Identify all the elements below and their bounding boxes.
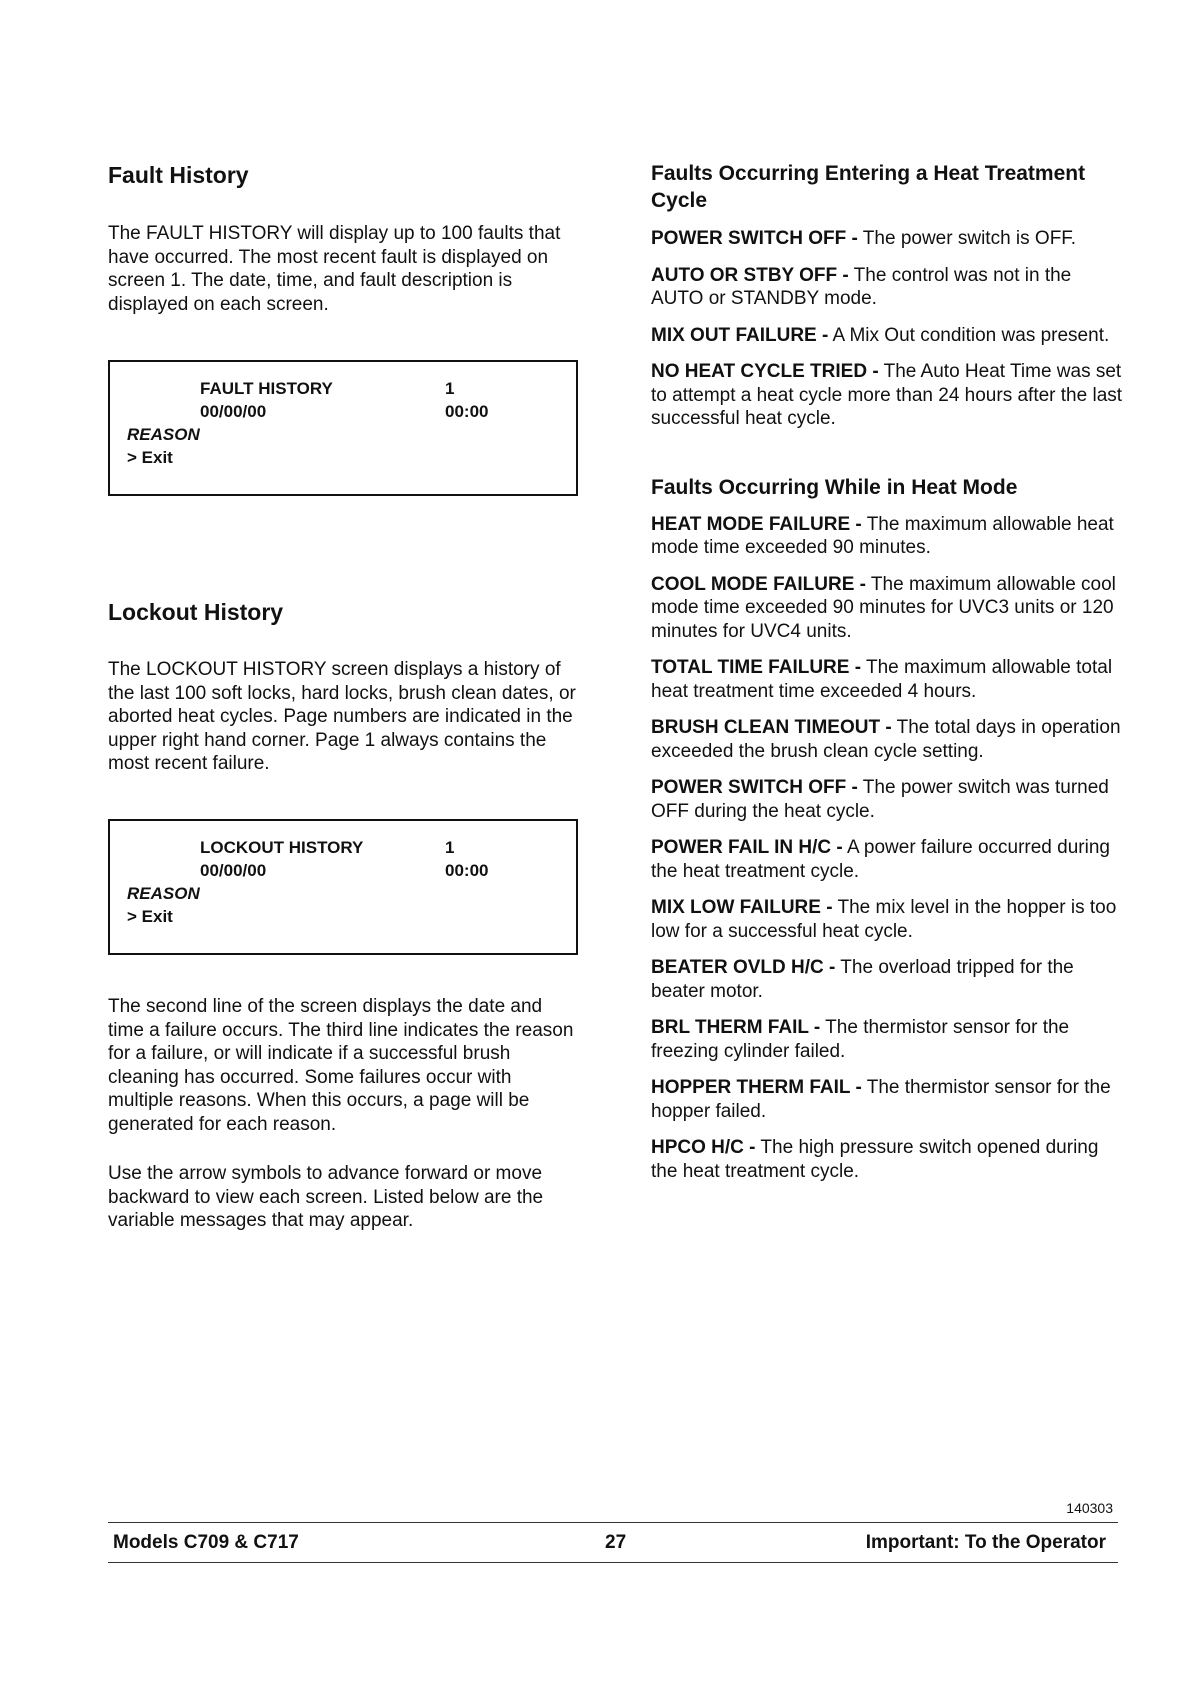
- page-number: 27: [605, 1532, 627, 1553]
- screen-title: LOCKOUT HISTORY: [200, 838, 364, 857]
- right-column: [651, 160, 1127, 1196]
- fault-description: The maximum allowable cool mode time exceeded 90 minutes for UVC3 units or 120 minutes for UVC4 units.: [651, 573, 1116, 642]
- fault-item: [651, 324, 1127, 348]
- screen-time: 00:00: [445, 402, 489, 421]
- fault-description: The power switch is OFF.: [857, 228, 1077, 249]
- screen-date: 00/00/00: [200, 402, 267, 421]
- fault-history-screen: [108, 360, 578, 496]
- screen-page-number: 1: [445, 838, 455, 857]
- fault-item: [651, 896, 1127, 943]
- footer-models: Models C709 & C717: [113, 1532, 299, 1553]
- fault-item: [651, 1076, 1127, 1123]
- fault-description: The high pressure switch opened during the heat treatment cycle.: [651, 1137, 1099, 1182]
- heat-mode-fault-list: [651, 513, 1127, 1184]
- heat-treatment-fault-list: [651, 227, 1127, 431]
- fault-item: [651, 360, 1127, 431]
- heat-mode-faults-heading: Faults Occurring While in Heat Mode: [651, 475, 1018, 499]
- fault-description: The maximum allowable total heat treatment time exceeded 4 hours.: [651, 657, 1113, 702]
- fault-term: POWER SWITCH OFF -: [651, 777, 858, 798]
- fault-description: The thermistor sensor for the freezing cylinder failed.: [651, 1017, 1070, 1062]
- fault-term: HPCO H/C -: [651, 1137, 756, 1158]
- screen-exit-option: > Exit: [127, 907, 173, 926]
- lockout-history-paragraph: The LOCKOUT HISTORY screen displays a history of the last 100 soft locks, hard locks, brush clean dates, or aborted heat cycles. Page numbers are indicated in the upper right hand corner. Page 1 always contains the most recent failure.: [108, 659, 576, 774]
- screen-page-number: 1: [445, 379, 455, 398]
- screen-title: FAULT HISTORY: [200, 379, 333, 398]
- fault-item: [651, 1016, 1127, 1063]
- fault-term: MIX OUT FAILURE -: [651, 324, 829, 346]
- navigation-paragraph: Use the arrow symbols to advance forward or move backward to view each screen. Listed below are the variable messages that may appear.: [108, 1163, 544, 1231]
- fault-term: HEAT MODE FAILURE -: [651, 513, 862, 535]
- fault-description: The thermistor sensor for the hopper failed.: [651, 1077, 1111, 1122]
- fault-term: AUTO OR STBY OFF -: [651, 264, 849, 286]
- fault-description: A power failure occurred during the heat treatment cycle.: [651, 837, 1110, 882]
- lockout-history-screen: [108, 819, 578, 955]
- fault-description: The overload tripped for the beater motor.: [651, 957, 1074, 1002]
- footer-section-title: Important: To the Operator: [865, 1532, 1106, 1553]
- heat-treatment-faults-heading: Faults Occurring Entering a Heat Treatment Cycle: [651, 162, 1086, 212]
- fault-term: BRL THERM FAIL -: [651, 1017, 821, 1038]
- fault-description: The Auto Heat Time was set to attempt a heat cycle more than 24 hours after the last successful heat cycle.: [651, 361, 1123, 429]
- fault-item: [651, 716, 1127, 763]
- fault-description: The mix level in the hopper is too low for a successful heat cycle.: [651, 897, 1117, 942]
- fault-term: HOPPER THERM FAIL -: [651, 1077, 862, 1098]
- fault-term: COOL MODE FAILURE -: [651, 573, 866, 595]
- fault-term: TOTAL TIME FAILURE -: [651, 657, 862, 678]
- fault-item: [651, 264, 1127, 311]
- fault-item: [651, 513, 1127, 560]
- fault-term: BEATER OVLD H/C -: [651, 957, 836, 978]
- fault-item: [651, 956, 1127, 1003]
- screen-exit-option: > Exit: [127, 448, 173, 467]
- screen-reason: REASON: [127, 884, 200, 903]
- screen-description-paragraph: The second line of the screen displays the date and time a failure occurs. The third line indicates the reason for a failure, or will indicate if a successful brush cleaning has occurred. Some failures occur with multiple reasons. When this occurs, a page will be generated for each reason.: [108, 996, 574, 1135]
- fault-term: BRUSH CLEAN TIMEOUT -: [651, 717, 892, 738]
- fault-item: [651, 227, 1127, 251]
- fault-history-paragraph: The FAULT HISTORY will display up to 100 faults that have occurred. The most recent fault is displayed on screen 1. The date, time, and fault description is displayed on each screen.: [108, 223, 561, 315]
- fault-description: A Mix Out condition was present.: [828, 324, 1110, 346]
- fault-description: The power switch was turned OFF during the heat cycle.: [651, 777, 1109, 822]
- fault-item: [651, 776, 1127, 823]
- fault-term: NO HEAT CYCLE TRIED -: [651, 361, 879, 382]
- page-footer: [108, 1522, 1118, 1563]
- screen-time: 00:00: [445, 861, 489, 880]
- fault-history-heading: Fault History: [108, 162, 249, 188]
- fault-term: POWER SWITCH OFF -: [651, 228, 858, 249]
- screen-reason: REASON: [127, 425, 200, 444]
- fault-description: The total days in operation exceeded the brush clean cycle setting.: [651, 717, 1121, 762]
- document-number: 140303: [1066, 1500, 1113, 1516]
- lockout-history-heading: Lockout History: [108, 599, 284, 625]
- fault-term: MIX LOW FAILURE -: [651, 897, 833, 918]
- fault-description: The maximum allowable heat mode time exceeded 90 minutes.: [651, 513, 1114, 558]
- fault-term: POWER FAIL IN H/C -: [651, 837, 843, 858]
- fault-item: [651, 656, 1127, 703]
- fault-item: [651, 836, 1127, 883]
- fault-item: [651, 1136, 1127, 1183]
- screen-date: 00/00/00: [200, 861, 267, 880]
- fault-description: The control was not in the AUTO or STANDBY mode.: [651, 264, 1072, 309]
- fault-item: [651, 573, 1127, 644]
